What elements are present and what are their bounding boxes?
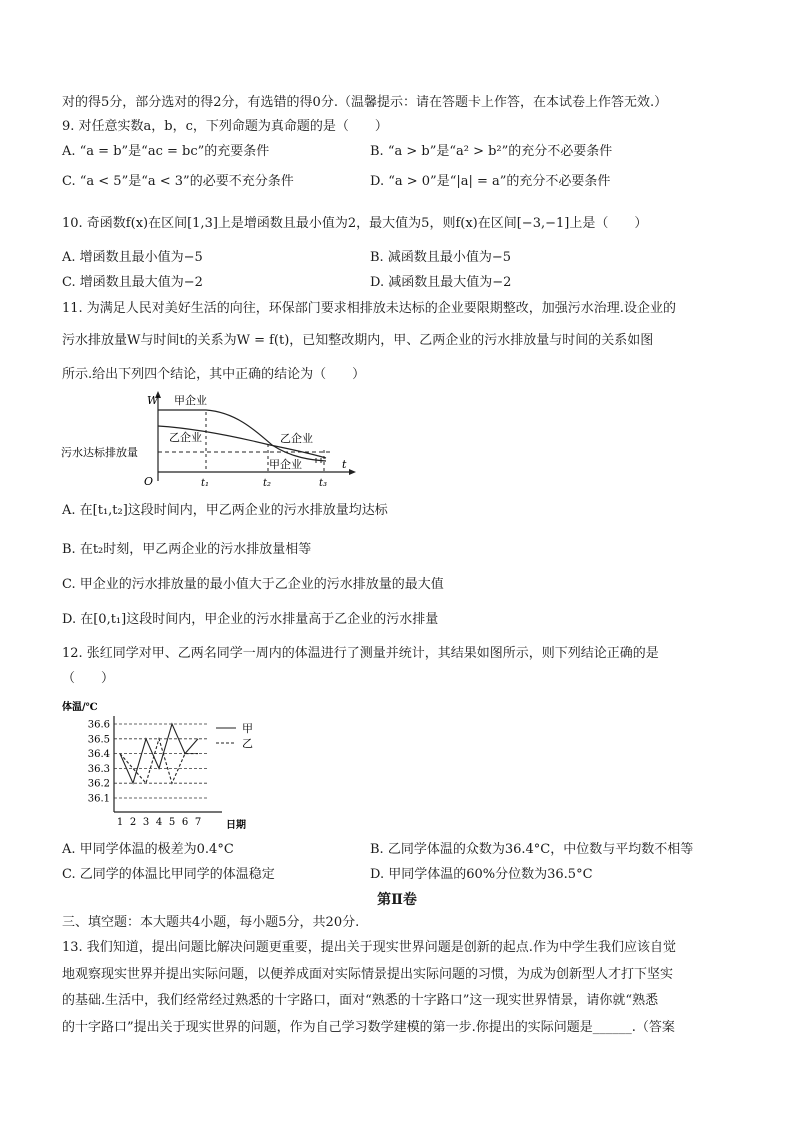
yi-label-right: 乙企业 [280,432,313,445]
series-line-乙 [120,739,198,783]
figure-11-emission-graph [60,388,360,488]
figure-12-temperature-chart [62,694,272,834]
question-10: 10. 奇函数f(x)在区间[1,3]上是增函数且最小值为2，最大值为5，则f(x)在区间[−3,−1]上是（ ） [62,216,648,231]
x-tick-label: 2 [129,817,137,828]
x-axis-label: 日期 [226,820,246,831]
standard-label: 污水达标排放量 [61,446,138,459]
q11-option-c: C. 甲企业的污水排放量的最小值大于乙企业的污水排放量的最大值 [62,577,444,592]
chart-axes [114,716,222,812]
question-11-line1: 11. 为满足人民对美好生活的向往，环保部门要求相排放未达标的企业要限期整改，加强污水治理.设企业的 [62,301,676,316]
t3-label: t₃ [319,478,328,488]
q10-option-a: A. 增函数且最小值为−5 [62,250,203,265]
question-9: 9. 对任意实数a，b，c，下列命题为真命题的是（ ） [62,119,388,134]
question-11-line2: 污水排放量W与时间t的关系为W = f(t)，已知整改期内，甲、乙两企业的污水排放量与时间的关系如图 [62,333,654,348]
jia-label-right: 甲企业 [269,458,302,471]
q9-option-c: C. “a < 5”是“a < 3”的必要不充分条件 [62,174,294,189]
q12-option-c: C. 乙同学的体温比甲同学的体温稳定 [62,867,275,882]
part-2-title: 第Ⅱ卷 [377,892,417,908]
question-13-line1: 13. 我们知道，提出问题比解决问题更重要，提出关于现实世界问题是创新的起点.作为中学生我们应该自觉 [62,940,676,955]
x-tick-label: 4 [155,817,163,828]
w-label: W [147,394,159,407]
q12-option-b: B. 乙同学体温的众数为36.4°C，中位数与平均数不相等 [370,842,694,857]
t-label: t [342,458,347,471]
t1-label: t₁ [201,478,210,488]
question-12-line1: 12. 张红同学对甲、乙两名同学一周内的体温进行了测量并统计，其结果如图所示，则下列结论正确的是 [62,646,659,661]
legend-label: 甲 [242,722,253,735]
x-tick-label: 3 [142,817,150,828]
origin-label: O [144,475,154,488]
x-tick-label: 5 [168,817,176,828]
y-axis-label: 体温/℃ [62,702,98,713]
q11-option-b: B. 在t₂时刻，甲乙两企业的污水排放量相等 [62,542,312,557]
q11-option-d: D. 在[0,t₁]这段时间内，甲企业的污水排量高于乙企业的污水排量 [62,612,439,627]
question-11-line3: 所示.给出下列四个结论，其中正确的结论为（ ） [62,367,366,382]
x-tick-label: 1 [116,817,124,828]
q10-option-d: D. 减函数且最大值为−2 [370,275,512,290]
y-tick-label: 36.5 [87,734,110,746]
q10-option-c: C. 增函数且最大值为−2 [62,275,203,290]
yi-label: 乙企业 [169,431,202,444]
t-axis-arrow [349,469,356,475]
chart-x-ticks [117,817,201,828]
jia-label: 甲企业 [174,394,207,407]
q11-option-a: A. 在[t₁,t₂]这段时间内，甲乙两企业的污水排放量均达标 [62,503,388,518]
q9-option-d: D. “a > 0”是“|a| = a”的充分不必要条件 [370,174,611,189]
q9-option-a: A. “a = b”是“ac = bc”的充要条件 [62,144,270,159]
x-tick-label: 6 [181,817,189,828]
t2-label: t₂ [263,478,272,488]
chart-y-ticks [88,720,208,805]
q9-option-b: B. “a > b”是“a² > b²”的充分不必要条件 [370,144,613,159]
x-tick-label: 7 [194,817,202,828]
y-tick-label: 36.6 [87,719,110,731]
y-tick-label: 36.3 [87,763,110,775]
q10-option-b: B. 减函数且最小值为−5 [370,250,511,265]
question-13-line4: 的十字路口”提出关于现实世界的问题，作为自己学习数学建模的第一步.你提出的实际问题是______.（答案 [62,1020,675,1035]
y-tick-label: 36.4 [87,749,110,761]
scoring-note: 对的得5分，部分选对的得2分，有选错的得0分.（温馨提示：请在答题卡上作答，在本试卷上作答无效.） [62,95,668,110]
question-13-line3: 的基础.生活中，我们经常经过熟悉的十字路口，面对“熟悉的十字路口”这一现实世界情景，请你就“熟悉 [62,993,659,1008]
q12-option-a: A. 甲同学体温的极差为0.4°C [62,842,234,857]
section-3-heading: 三、填空题：本大题共4小题，每小题5分，共20分. [62,915,360,930]
legend-label: 乙 [242,737,253,750]
q12-option-d: D. 甲同学体温的60%分位数为36.5°C [370,867,593,882]
question-12-line2: （ ） [62,671,115,686]
question-13-line2: 地观察现实世界并提出实际问题，以便养成面对实际情景提出实际问题的习惯，为成为创新型人才打下坚实 [62,967,674,982]
y-tick-label: 36.1 [87,793,110,805]
chart-legend [216,722,253,750]
y-tick-label: 36.2 [87,778,110,790]
